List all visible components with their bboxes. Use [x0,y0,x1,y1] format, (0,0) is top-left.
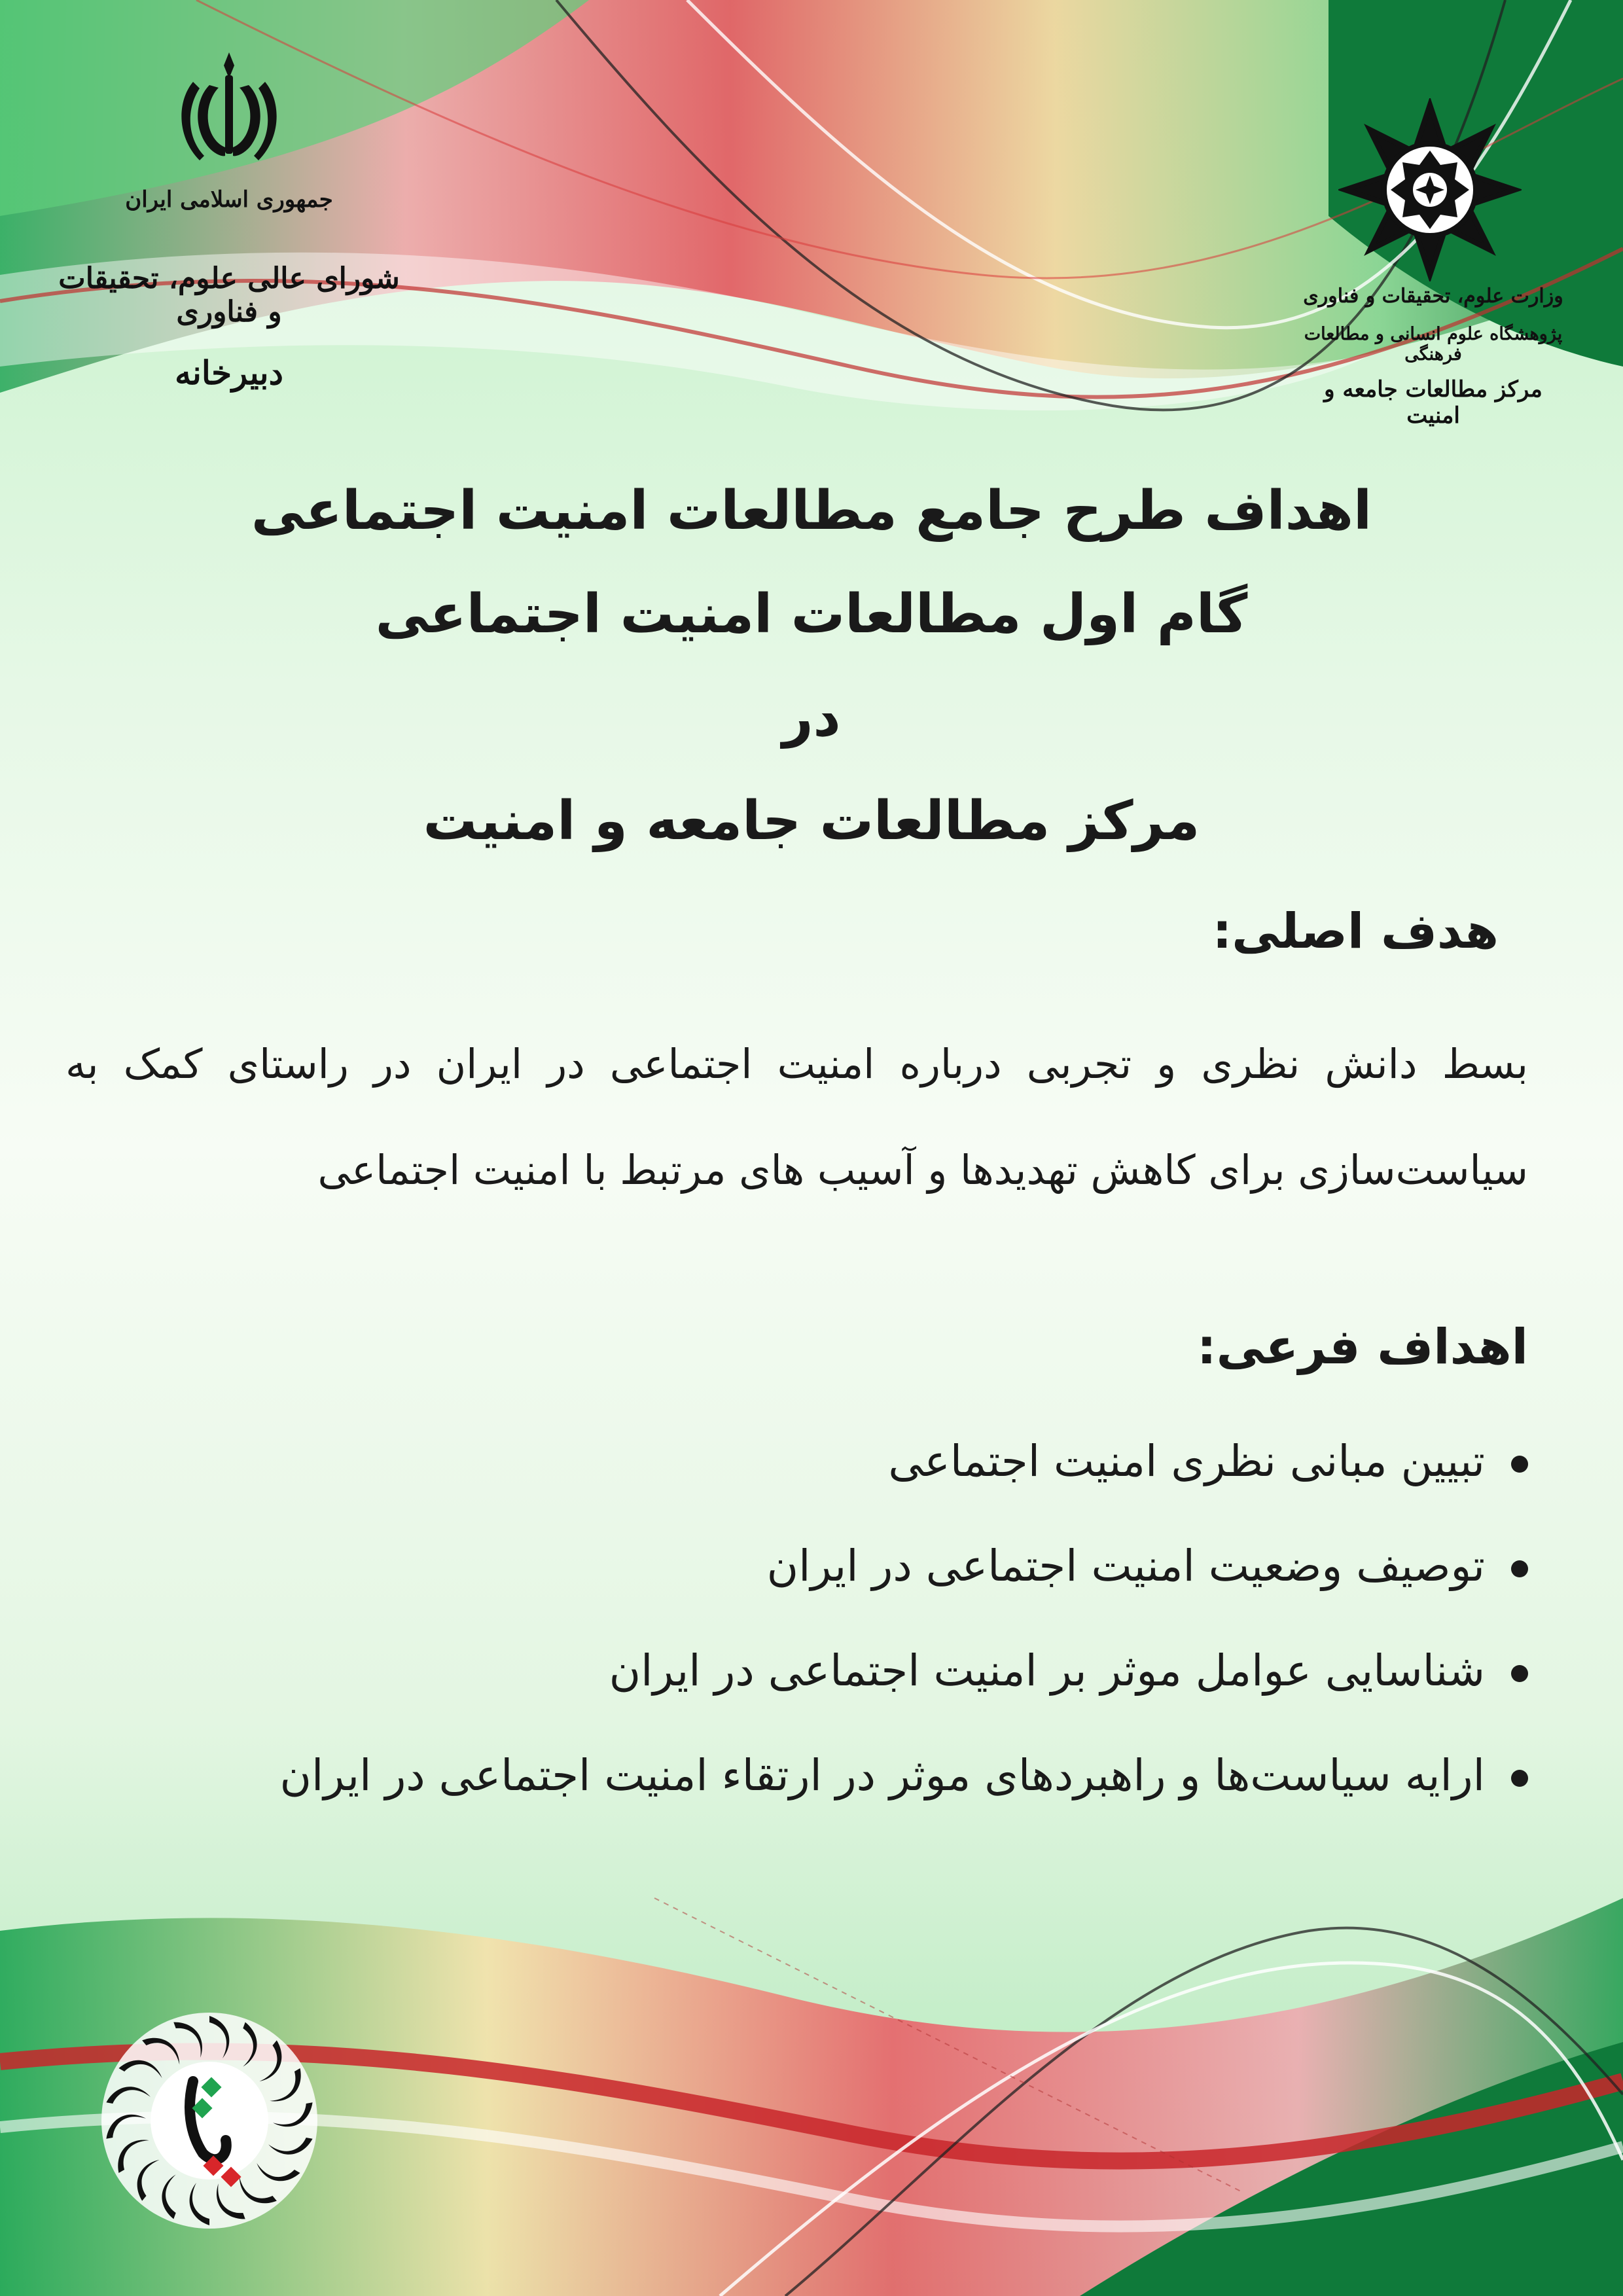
logo-caption-institute: پژوهشگاه علوم انسانی و مطالعات فرهنگی [1304,324,1563,365]
bullet-icon [1511,1665,1528,1682]
title-line-4: مرکز مطالعات جامعه و امنیت [423,790,1200,852]
iran-emblem-icon [170,46,288,170]
list-item [154,1635,1528,1740]
spiral-logo-icon [98,2009,321,2232]
list-item [154,1426,1528,1530]
logo-caption-ministry: وزارت علوم، تحقیقات و فناوری [1303,285,1563,308]
list-item-text: ارایه سیاست‌ها و راهبردهای موثر در ارتقاء امنیت اجتماعی در ایران [279,1750,1485,1801]
title-block [131,480,1492,898]
main-goal-heading: هدف اصلی: [1212,903,1499,960]
list-item-text: شناسایی عوامل موثر بر امنیت اجتماعی در ایران [609,1645,1485,1696]
list-item-text: تبیین مبانی نظری امنیت اجتماعی [888,1436,1485,1486]
emblem-caption-country: جمهوری اسلامی ایران [125,187,333,213]
emblem-caption-council: شورای عالی علوم، تحقیقات و فناوری [58,262,400,329]
list-item [154,1530,1528,1635]
title-line-2: گام اول مطالعات امنیت اجتماعی [375,583,1248,645]
bullet-icon [1511,1456,1528,1473]
list-item-text: توصیف وضعیت امنیت اجتماعی در ایران [766,1541,1485,1591]
main-goal-text: بسط دانش نظری و تجربی درباره امنیت اجتماعی در ایران در راستای کمک به سیاست‌سازی برای کاهش تهدیدها و آسیب های مرتبط با امنیت اجتماعی [65,1040,1528,1194]
title-line-1: اهداف طرح جامع مطالعات امنیت اجتماعی [251,480,1372,542]
title-line-3: در [782,687,841,749]
logo-caption-center: مرکز مطالعات جامعه و امنیت [1324,376,1543,429]
sub-goals-list [154,1426,1528,1844]
list-item [154,1740,1528,1844]
sub-goals-heading: اهداف فرعی: [1196,1319,1528,1375]
bullet-icon [1511,1560,1528,1577]
emblem-caption-secretariat: دبیرخانه [175,353,283,392]
bullet-icon [1511,1770,1528,1787]
star-ornament-icon [1338,98,1522,281]
council-emblem [52,46,406,412]
institute-logo [1302,98,1564,429]
